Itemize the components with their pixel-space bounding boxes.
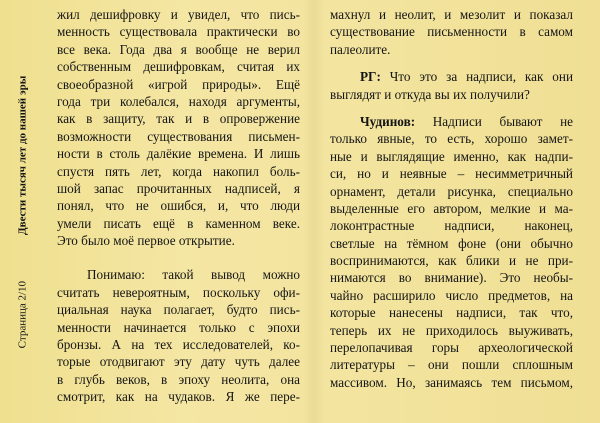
speaker-label: Чудинов:	[360, 113, 416, 129]
text-line: массивом. Но, занимаясь тем письмом,	[330, 374, 573, 390]
speaker-label: РГ:	[360, 69, 381, 85]
text-line: теперь их не приходилось выуживать,	[330, 322, 573, 338]
text-line: все века. Года два я вообще не верил	[57, 41, 300, 57]
page-number-label: Страница 2/10	[16, 280, 29, 348]
text-line: Понимаю: такой вывод можно	[87, 267, 300, 283]
running-title: Двести тысяч лет до нашей эры	[16, 75, 29, 235]
text-line: перелопачивая горы археологической	[330, 340, 573, 356]
side-margin	[2, 4, 42, 419]
right-column	[330, 6, 573, 391]
text-line: в глубь веков, в эпоху неолита, она	[57, 371, 300, 387]
text-line: ности в столь далёкие времена. И лишь	[57, 146, 300, 162]
left-column	[57, 6, 300, 406]
text-line: года три колебался, находя аргументы,	[57, 93, 300, 109]
paragraph-1	[57, 6, 300, 249]
text-line: нимаются во внимание). Это необы-	[330, 270, 573, 286]
text-line: умели писать ещё в каменном веке.	[57, 215, 300, 231]
text-line: си, но и неявные – несимметричный	[330, 166, 573, 182]
book-gutter	[303, 0, 325, 423]
text-line: которые нанесены надписи, так что,	[330, 305, 573, 321]
paragraph-continuation	[330, 6, 573, 58]
text-line: махнул и неолит, и мезолит и показал	[330, 7, 573, 22]
text-line: существование письменности в самом	[330, 24, 573, 40]
text-line	[330, 68, 573, 85]
paragraph-spacer	[330, 58, 573, 68]
text-line: менность существовала практически во	[57, 24, 300, 40]
text-line: орнамент, детали рисунка, специально	[330, 183, 573, 199]
text-line: своеобразной «игрой природы». Ещё	[57, 76, 300, 92]
text-line: литературы – они пошли сплошным	[330, 357, 573, 373]
text-line: торые отодвигают эту дату чуть далее	[57, 354, 300, 370]
text-line: шой запас прочитанных надписей, я	[57, 180, 300, 196]
text-line: воспринимаются, как блики и не при-	[330, 253, 573, 269]
paragraph-2	[57, 266, 300, 405]
interview-answer	[330, 113, 573, 391]
text-line	[330, 113, 573, 130]
text-line: ные и выглядящие именно, как надпи-	[330, 148, 573, 164]
text-line: смотрит, как на чудаков. Я же пере-	[57, 389, 300, 405]
text-line: понял, что не ошибся, и, что люди	[57, 198, 300, 214]
text-line: собственным дешифровкам, считая их	[57, 59, 300, 75]
text-line: как в защиту, так и в опровержение	[57, 111, 300, 127]
text-line: возможности существования письмен-	[57, 128, 300, 144]
answer-text: Надписи бывают не	[415, 113, 573, 129]
text-line: Это было моё первое открытие.	[57, 233, 235, 249]
text-line: выглядят и откуда вы их получили?	[330, 86, 530, 102]
interview-question	[330, 68, 573, 103]
text-line: светлые на тёмном фоне (они обычно	[330, 235, 573, 251]
text-line: спустя пять лет, когда накопил боль-	[57, 163, 300, 179]
question-text: Что это за надписи, как они	[380, 69, 573, 85]
text-line: только явные, то есть, хорошо замет-	[330, 131, 573, 147]
text-line: локонтрастные надписи, наконец,	[330, 218, 573, 234]
paragraph-spacer	[57, 249, 300, 266]
paragraph-spacer	[330, 103, 573, 113]
text-line: жил дешифровку и увидел, что пись-	[57, 7, 300, 22]
text-line: бронзы. А на тех исследователей, ко-	[57, 337, 300, 353]
text-line: чайно расширило число предметов, на	[330, 287, 573, 303]
text-line: палеолите.	[330, 41, 391, 57]
text-line: циальная наука полагает, будто пись-	[57, 302, 300, 318]
text-line: выделенные его автором, мелкие и ма-	[330, 200, 573, 216]
text-line: менности начинается только с эпохи	[57, 319, 300, 335]
text-line: считать невероятным, поскольку офи-	[57, 284, 300, 300]
